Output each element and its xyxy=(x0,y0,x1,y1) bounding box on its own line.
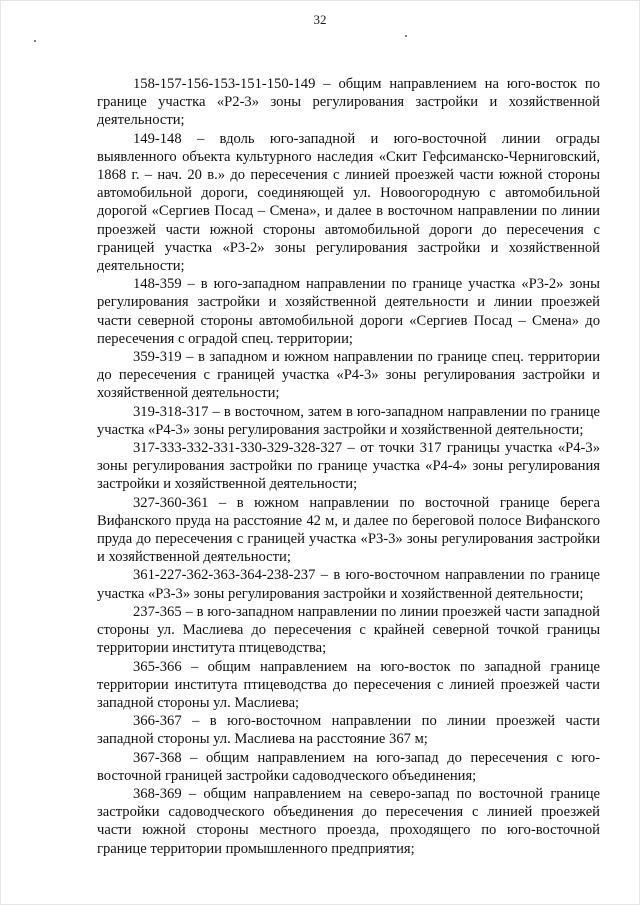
page-number: 32 xyxy=(313,12,327,27)
paragraph: 359-319 – в западном и южном направлении по границе спец. территории до пересечения с границей участка «Р4-3» зоны регулирования застройки и хозяйственной деятельности; xyxy=(97,349,600,402)
paragraph: 366-367 – в юго-восточном направлении по линии проезжей части западной стороны ул. Маслиева на расстояние 367 м; xyxy=(97,713,600,748)
paragraph: 367-368 – общим направлением на юго-запад до пересечения с юго-восточной границей застройки садоводческого объединения; xyxy=(97,749,600,784)
paragraph: 237-365 – в юго-западном направлении по линии проезжей части западной стороны ул. Маслиева до пересечения с крайней северной точкой границы территории института птицеводства; xyxy=(97,603,600,657)
paragraph: 368-369 – общим направлением на северо-запад по восточной границе застройки садоводческого объединения до пересечения с линией проезжей части южной стороны местного проезда, проходящего по юго-восточной границе территории промышленного предприятия; xyxy=(97,785,600,857)
paragraph: 361-227-362-363-364-238-237 – в юго-восточном направлении по границе участка «Р3-3» зоны регулирования застройки и хозяйственной деятельности; xyxy=(97,567,600,602)
paragraph: 319-318-317 – в восточном, затем в юго-западном направлении по границе участка «Р4-3» зоны регулирования застройки и хозяйственной деятельности; xyxy=(97,403,600,438)
paragraph: 317-333-332-331-330-329-328-327 – от точки 317 границы участка «Р4-3» зоны регулирования застройки по границе участка «Р4-4» зоны регулирования застройки и хозяйственной деятельности; xyxy=(97,440,600,493)
document-body xyxy=(97,75,600,858)
paragraph: 148-359 – в юго-западном направлении по границе участка «Р3-2» зоны регулирования застройки и хозяйственной деятельности и линии проезжей части северной стороны автомобильной дороги «Сергиев Посад – Смена» до пересечения с оградой спец. территории; xyxy=(97,276,600,347)
paragraph: 365-366 – общим направлением на юго-восток по западной границе территории института птицеводства до пересечения с линией проезжей части западной стороны ул. Маслиева; xyxy=(97,658,600,711)
paragraph: 327-360-361 – в южном направлении по восточной границе берега Вифанского пруда на расстояние 42 м, и далее по береговой полосе Вифанского пруда до пересечения с границей участка «Р3-3» зоны регулирования застройки и хозяйственной деятельности; xyxy=(97,494,600,566)
scan-speck xyxy=(405,35,407,37)
scan-speck xyxy=(34,40,36,42)
paragraph: 158-157-156-153-151-150-149 – общим направлением на юго-восток по границе участка «Р2-3» зоны регулирования застройки и хозяйственной деятельности; xyxy=(97,76,600,129)
paragraph: 149-148 – вдоль юго-западной и юго-восточной линии ограды выявленного объекта культурного наследия «Скит Гефсиманско-Черниговский, 1868 г. – нач. 20 в.» до пересечения с линией проезжей части южной стороны автомобильной дороги, соединяющей ул. Новоогородную с автомобильной дорогой «Сергиев Посад – Смена», и далее в восточном направлении по линии проезжей части южной стороны автомобильной дороги до пересечения с границей участка «Р3-2» зоны регулирования застройки и хозяйственной деятельности; xyxy=(97,130,600,275)
